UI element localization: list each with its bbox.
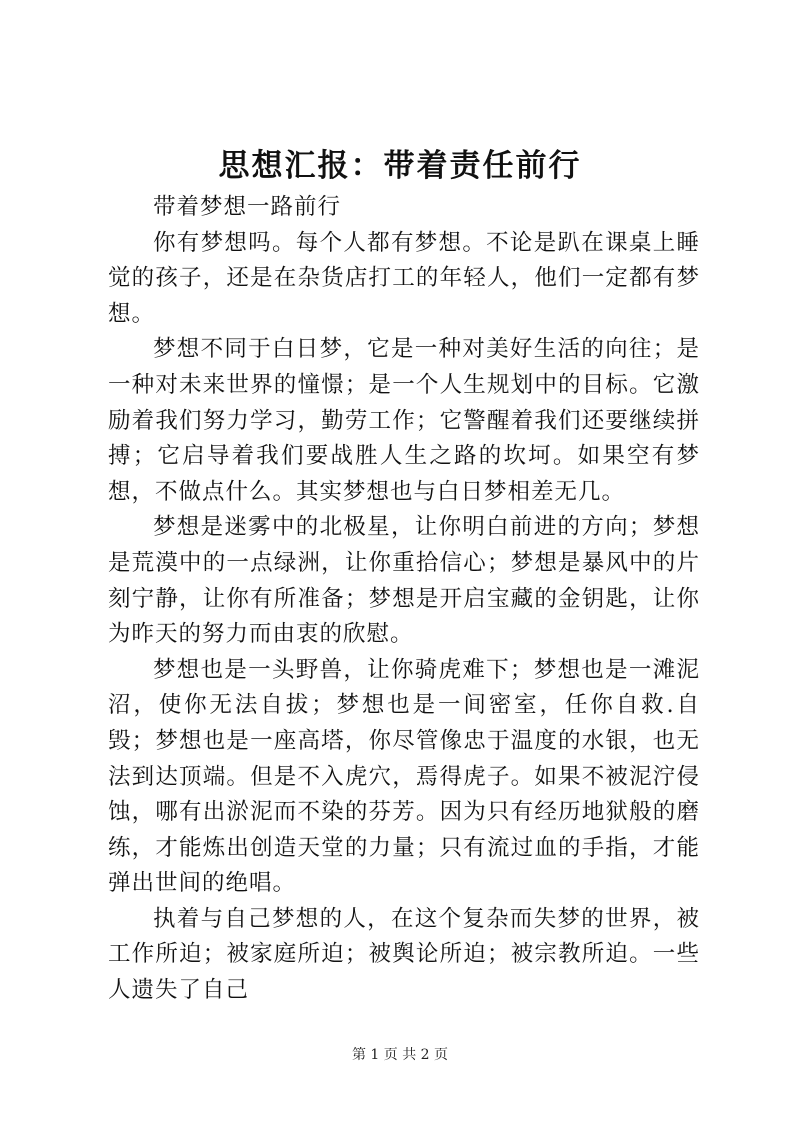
paragraph: 梦想不同于白日梦，它是一种对美好生活的向往；是一种对未来世界的憧憬；是一个人生规划中的目标。它激励着我们努力学习，勤劳工作；它警醒着我们还要继续拼搏；它启导着我们要战胜人生之路的坎坷。如果空有梦想，不做点什么。其实梦想也与白日梦相差无几。 [108, 336, 700, 505]
paragraph: 你有梦想吗。每个人都有梦想。不论是趴在课桌上睡觉的孩子，还是在杂货店打工的年轻人，他们一定都有梦想。 [108, 229, 700, 327]
page-footer: 第 1 页 共 2 页 [351, 1047, 449, 1063]
paragraph: 执着与自己梦想的人，在这个复杂而失梦的世界，被工作所迫；被家庭所迫；被舆论所迫；被宗教所迫。一些人遗失了自己 [108, 905, 700, 1004]
document-body [108, 190, 700, 1009]
paragraph: 梦想也是一头野兽，让你骑虎难下；梦想也是一滩泥沼，使你无法自拔；梦想也是一间密室，任你自救.自毁；梦想也是一座高塔，你尽管像忠于温度的水银，也无法到达顶端。但是不入虎穴，焉得虎子。如果不被泥泞侵蚀，哪有出淤泥而不染的芬芳。因为只有经历地狱般的磨练，才能炼出创造天堂的力量；只有流过血的手指，才能弹出世间的绝唱。 [108, 656, 700, 897]
document-title: 思想汇报：带着责任前行 [218, 148, 582, 184]
paragraph-subtitle: 带着梦想一路前行 [153, 194, 342, 220]
paragraph: 梦想是迷雾中的北极星，让你明白前进的方向；梦想是荒漠中的一点绿洲，让你重拾信心；梦想是暴风中的片刻宁静，让你有所准备；梦想是开启宝藏的金钥匙，让你为昨天的努力而由衷的欣慰。 [108, 514, 700, 648]
